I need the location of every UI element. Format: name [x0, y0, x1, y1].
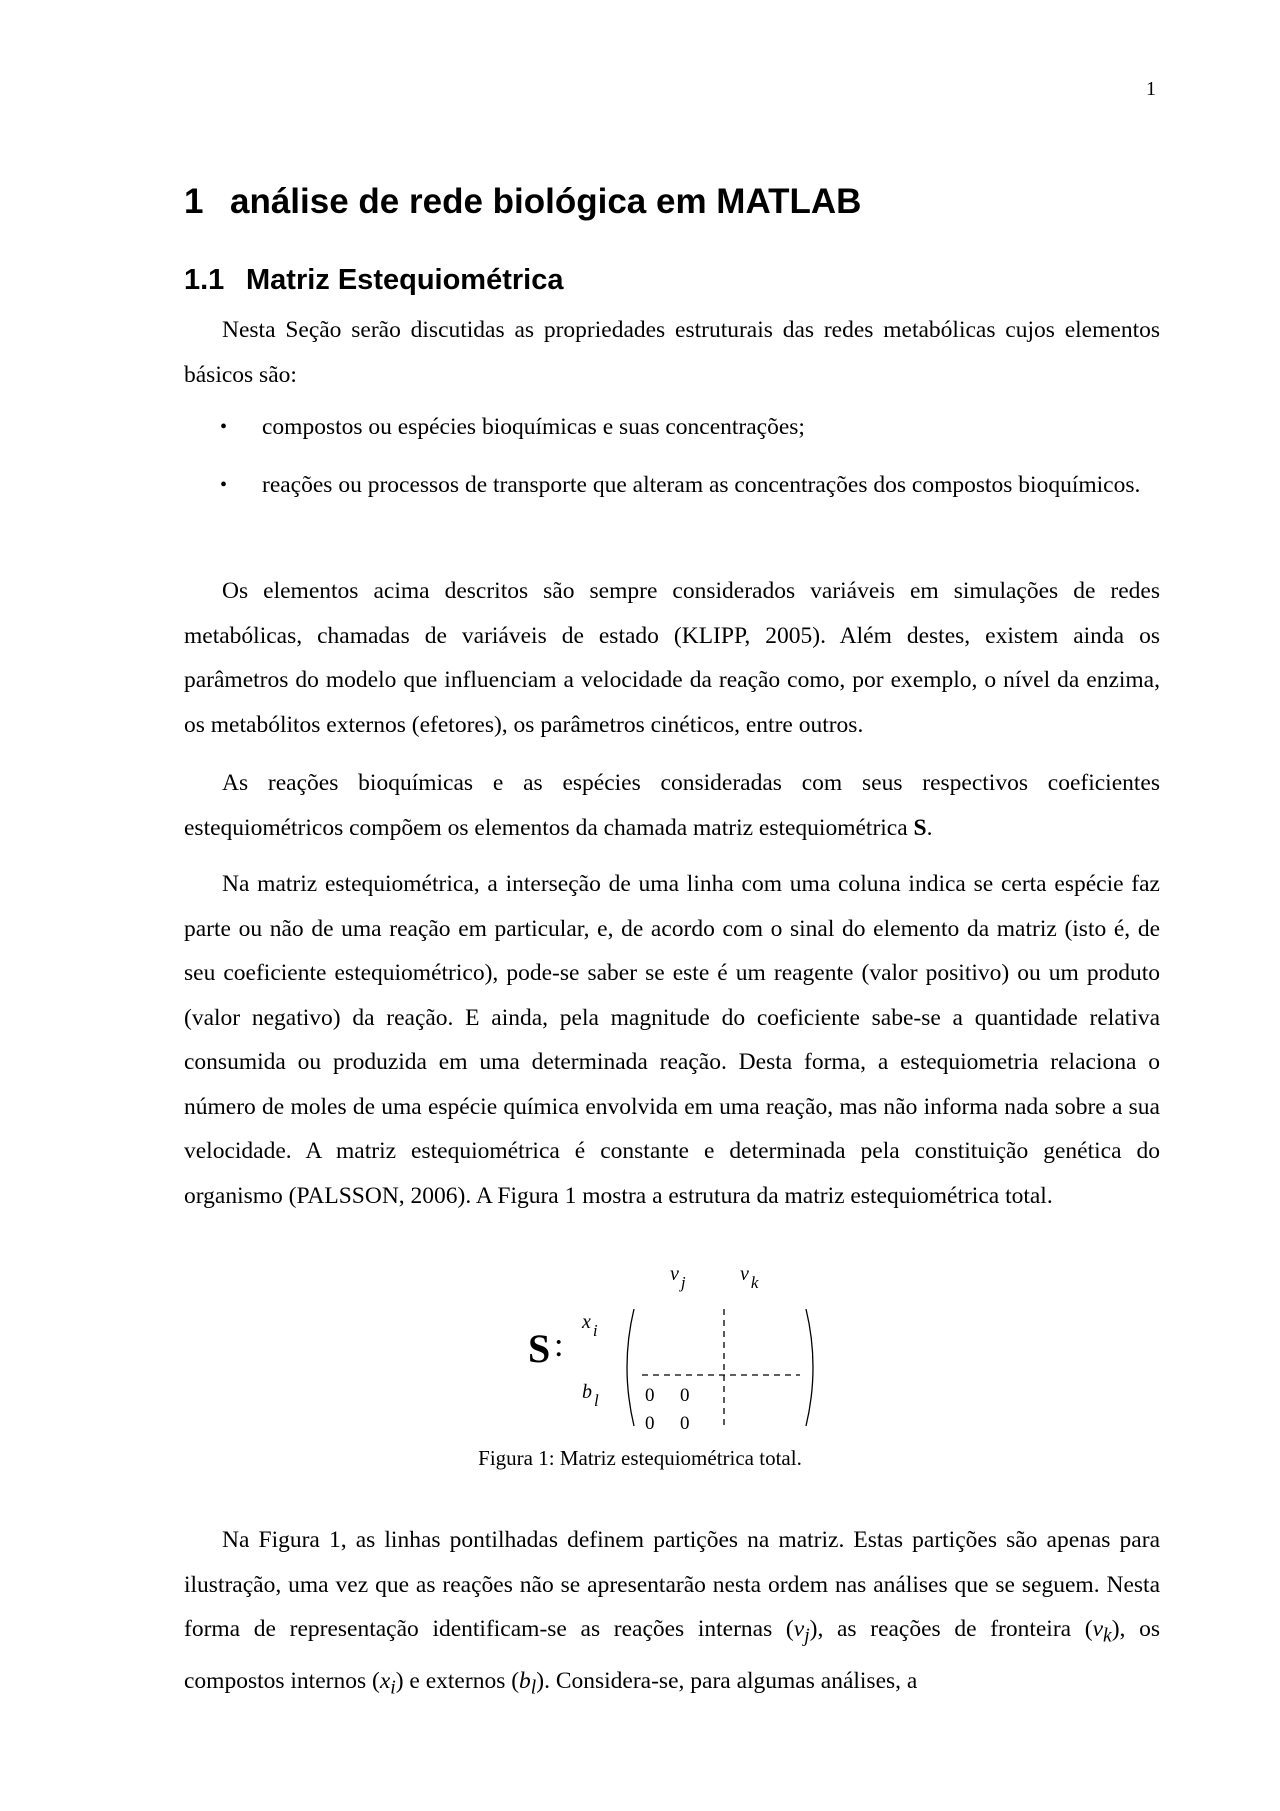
label-base: x	[582, 1311, 591, 1333]
section-heading	[184, 264, 563, 297]
paragraph-matrix-description	[184, 862, 1160, 1218]
paragraph-stoichiometric-matrix	[184, 761, 1160, 850]
list-item	[184, 405, 1160, 450]
label-subscript: k	[750, 1273, 759, 1292]
label-base: v	[670, 1263, 679, 1285]
intro-paragraph	[184, 308, 1160, 397]
bullet-icon: •	[220, 416, 228, 438]
right-bracket	[806, 1309, 813, 1426]
matrix-zero: 0	[645, 1413, 655, 1434]
column-label-vj	[670, 1263, 686, 1292]
paragraph-text	[184, 761, 1160, 850]
figure-colon: :	[554, 1327, 564, 1364]
paragraph-state-variables	[184, 569, 1160, 747]
row-label-xi	[582, 1311, 598, 1340]
paragraph-run: ), as reações de fronteira (	[809, 1616, 1093, 1642]
section-number: 1.1	[184, 264, 225, 296]
paragraph-text	[184, 1518, 1160, 1711]
variable-symbol: v	[793, 1616, 805, 1642]
bullet-icon: •	[220, 473, 228, 496]
matrix-zero: 0	[680, 1385, 690, 1406]
list-item	[184, 463, 1160, 508]
figure-matrix	[510, 1265, 870, 1445]
paragraph-figure-discussion	[184, 1518, 1160, 1711]
left-bracket	[627, 1309, 634, 1426]
label-subscript: i	[592, 1321, 598, 1340]
matrix-zero: 0	[680, 1413, 690, 1434]
variable-subscript: j	[804, 1625, 810, 1647]
label-subscript: l	[594, 1391, 599, 1410]
row-label-bl	[582, 1381, 599, 1410]
label-base: b	[582, 1381, 592, 1403]
section-title: Matriz Estequiométrica	[246, 264, 564, 296]
paragraph-run: .	[926, 814, 933, 841]
paragraph-run: ). Considera-se, para algumas análises, a	[536, 1668, 918, 1695]
bullet-list	[184, 405, 1160, 507]
intro-text: Nesta Seção serão discutidas as propriedades estruturais das redes metabólicas cujos elementos básicos são:	[184, 317, 1160, 388]
chapter-title: análise de rede biológica em MATLAB	[230, 182, 862, 221]
paragraph-text: Os elementos acima descritos são sempre considerados variáveis em simulações de redes metabólicas, chamadas de variáveis de estado (KLIPP, 2005). Além destes, existem ainda os parâmetros do modelo que influenciam a velocidade da reação como, por exemplo, o nível da enzima, os metabólitos externos (efetores), os parâmetros cinéticos, entre outros.	[184, 578, 1160, 738]
paragraph-run: Na Figura 1, as linhas pontilhadas definem partições na matriz. Estas partições são apenas para ilustração, uma vez que as reações não se apresentarão nesta ordem nas análises que se seguem. Nesta forma de representação identificam-se as reações internas (	[184, 1527, 1160, 1642]
paragraph-run: ), os compostos internos (	[184, 1616, 1160, 1695]
variable-symbol: v	[1092, 1616, 1104, 1642]
variable-subscript: i	[390, 1677, 396, 1699]
chapter-number: 1	[184, 182, 204, 221]
paragraph-run: As reações bioquímicas e as espécies consideradas com seus respectivos coeficientes estequiométricos compõem os elementos da chamada matriz estequiométrica	[184, 770, 1160, 841]
label-base: v	[740, 1263, 749, 1285]
chapter-heading	[184, 182, 861, 222]
variable-subscript: k	[1103, 1625, 1112, 1647]
figure-matrix-symbol: S	[528, 1326, 551, 1371]
matrix-zero: 0	[645, 1385, 655, 1406]
bullet-text: reações ou processos de transporte que alteram as concentrações dos compostos bioquímicos.	[262, 471, 1141, 498]
bullet-text: compostos ou espécies bioquímicas e suas concentrações;	[262, 414, 805, 440]
paragraph-text: Na matriz estequiométrica, a interseção de uma linha com uma coluna indica se certa espécie faz parte ou não de uma reação em particular, e, de acordo com o sinal do elemento da matriz (isto é, de seu coeficiente estequiométrico), pode-se saber se este é um reagente (valor positivo) ou um produto (valor negativo) da reação. E ainda, pela magnitude do coeficiente sabe-se a quantidade relativa consumida ou produzida em uma determinada reação. Desta forma, a estequiometria relaciona o número de moles de uma espécie química envolvida em uma reação, mas não informa nada sobre a sua velocidade. A matriz estequiométrica é constante e determinada pela constituição genética do organismo (PALSSON, 2006). A Figura 1 mostra a estrutura da matriz estequiométrica total.	[184, 871, 1160, 1209]
column-label-vk	[740, 1263, 759, 1292]
matrix-brackets-and-partitions	[620, 1305, 820, 1430]
matrix-symbol-bold: S	[913, 814, 927, 841]
figure-caption: Figura 1: Matriz estequiométrica total.	[478, 1446, 802, 1470]
variable-symbol: x	[379, 1668, 391, 1695]
page-number: 1	[1146, 78, 1156, 100]
label-subscript: j	[680, 1273, 686, 1292]
paragraph-run: ) e externos (	[395, 1668, 520, 1695]
variable-symbol: b	[519, 1668, 531, 1695]
variable-subscript: l	[530, 1677, 537, 1699]
